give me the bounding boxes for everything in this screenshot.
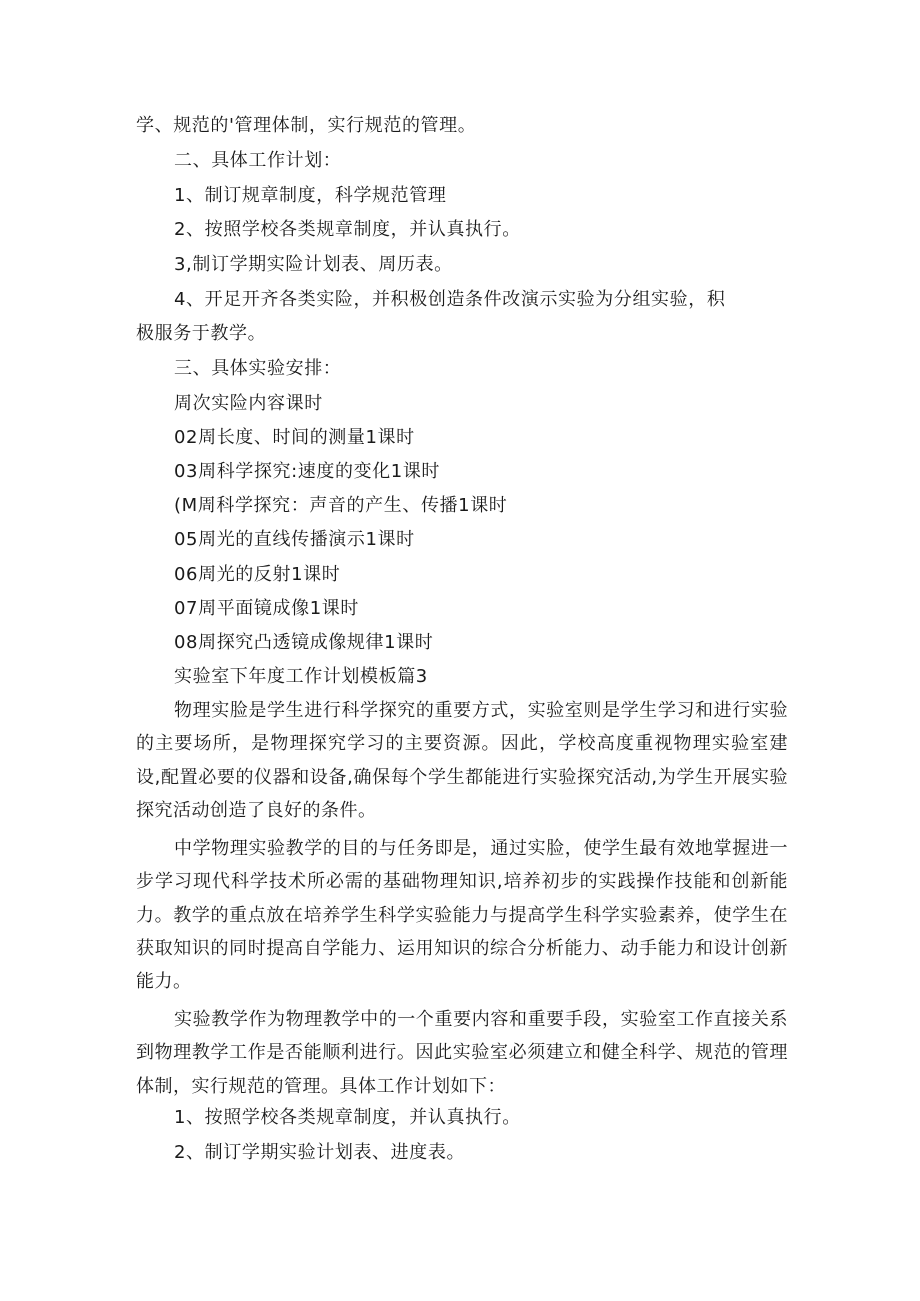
schedule-row: 07周平面镜成像1课时 <box>174 598 359 619</box>
section-heading: 二、具体工作计划： <box>174 150 342 171</box>
list-item: 2、制订学期实验计划表、进度表。 <box>174 1142 466 1163</box>
section-heading: 三、具体实验安排： <box>174 358 342 379</box>
schedule-row: 03周科学探究:速度的变化1课时 <box>174 461 441 482</box>
schedule-row: 08周探究凸透镜成像规律1课时 <box>174 632 434 653</box>
list-item: 2、按照学校各类规章制度，并认真执行。 <box>174 219 521 240</box>
schedule-row: 05周光的直线传播演示1课时 <box>174 529 415 550</box>
text-line: 极服务于教学。 <box>136 323 267 344</box>
schedule-row: 06周光的反射1课时 <box>174 564 341 585</box>
list-item: 4、开足开齐各类实险，并积极创造条件改演示实验为分组实验，积 <box>174 289 726 310</box>
paragraph: 物理实脸是学生进行科学探究的重要方式，实验室则是学生学习和进行实验的主要场所，是物理探究学习的主要资源。因此，学校高度重视物理实验室建设,配置必要的仪器和设备,确保每个学生都能进行实验探究活动,为学生开展实验探究活动创造了良好的条件。 <box>136 700 788 821</box>
list-item: 1、按照学校各类规章制度，并认真执行。 <box>174 1107 521 1128</box>
paragraph: 中学物理实验教学的目的与任务即是，通过实脸，使学生最有效地掌握进一步学习现代科学技术所必需的基础物理知识,培养初步的实践操作技能和创新能力。教学的重点放在培养学生科学实验能力与提高学生科学实验素养，使学生在获取知识的同时提高自学能力、运用知识的综合分析能力、动手能力和设计创新能力。 <box>136 838 788 993</box>
schedule-row: (M周科学探究：声音的产生、传播1课时 <box>174 495 508 516</box>
paragraph: 实验教学作为物理教学中的一个重要内容和重要手段，实验室工作直接关系到物理教学工作是否能顺利进行。因此实验室必须建立和健全科学、规范的管理体制，实行规范的管理。具体工作计划如下： <box>136 1009 788 1097</box>
schedule-header: 周次实险内容课时 <box>174 393 323 414</box>
list-item: 3,制订学期实险计划表、周历表。 <box>174 254 453 275</box>
text-line: 学、规范的'管理体制，实行规范的管理。 <box>136 115 477 136</box>
article-title: 实验室下年度工作计划模板篇3 <box>174 666 428 687</box>
list-item: 1、制订规章制度，科学规范管理 <box>174 185 447 206</box>
schedule-row: 02周长度、时间的测量1课时 <box>174 427 415 448</box>
